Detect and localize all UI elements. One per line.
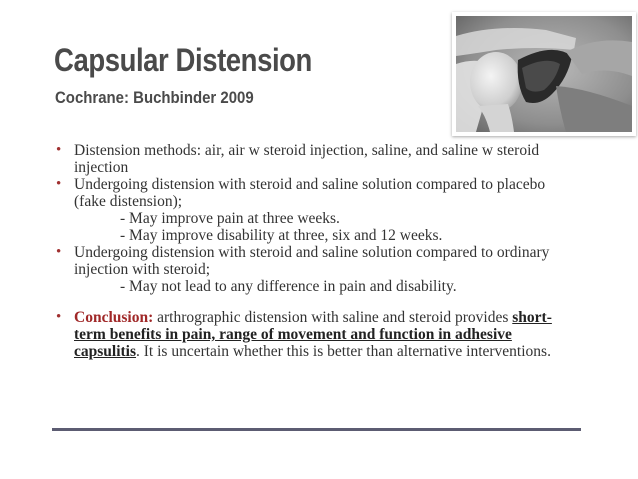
bullet-text: Undergoing distension with steroid and saline solution compared to placebo (fake distension); bbox=[74, 176, 546, 210]
bullet-marker: • bbox=[56, 176, 62, 192]
sub-item: - May improve disability at three, six and 12 weeks. bbox=[120, 227, 443, 244]
bullet-item-placebo bbox=[56, 176, 576, 244]
bullet-item-methods bbox=[56, 142, 576, 176]
slide-title: Capsular Distension bbox=[54, 42, 312, 78]
conclusion-label: Conclusion: bbox=[74, 309, 154, 326]
bullet-marker: • bbox=[56, 142, 62, 158]
bullet-list bbox=[56, 142, 576, 360]
slide-subtitle: Cochrane: Buchbinder 2009 bbox=[55, 88, 254, 107]
bullet-marker: • bbox=[56, 309, 62, 325]
shoulder-xray-image bbox=[452, 12, 636, 136]
bullet-text: Distension methods: air, air w steroid injection, saline, and saline w steroid injection bbox=[74, 142, 540, 176]
bullet-text: Undergoing distension with steroid and saline solution compared to ordinary injection with steroid; bbox=[74, 244, 550, 278]
sub-item: - May improve pain at three weeks. bbox=[120, 210, 340, 227]
xray-illustration bbox=[456, 16, 632, 132]
footer-divider bbox=[52, 428, 581, 431]
bullet-item-ordinary-injection bbox=[56, 244, 576, 295]
conclusion-text: arthrographic distension with saline and steroid provides bbox=[153, 309, 513, 326]
conclusion-emphasis: short-term benefits in pain, range of movement and function in adhesive capsulitis bbox=[74, 309, 552, 360]
conclusion-text-after: . It is uncertain whether this is better than alternative interventions. bbox=[136, 343, 551, 360]
bullet-item-conclusion bbox=[56, 309, 576, 360]
bullet-marker: • bbox=[56, 244, 62, 260]
sub-item: - May not lead to any difference in pain and disability. bbox=[120, 278, 457, 295]
